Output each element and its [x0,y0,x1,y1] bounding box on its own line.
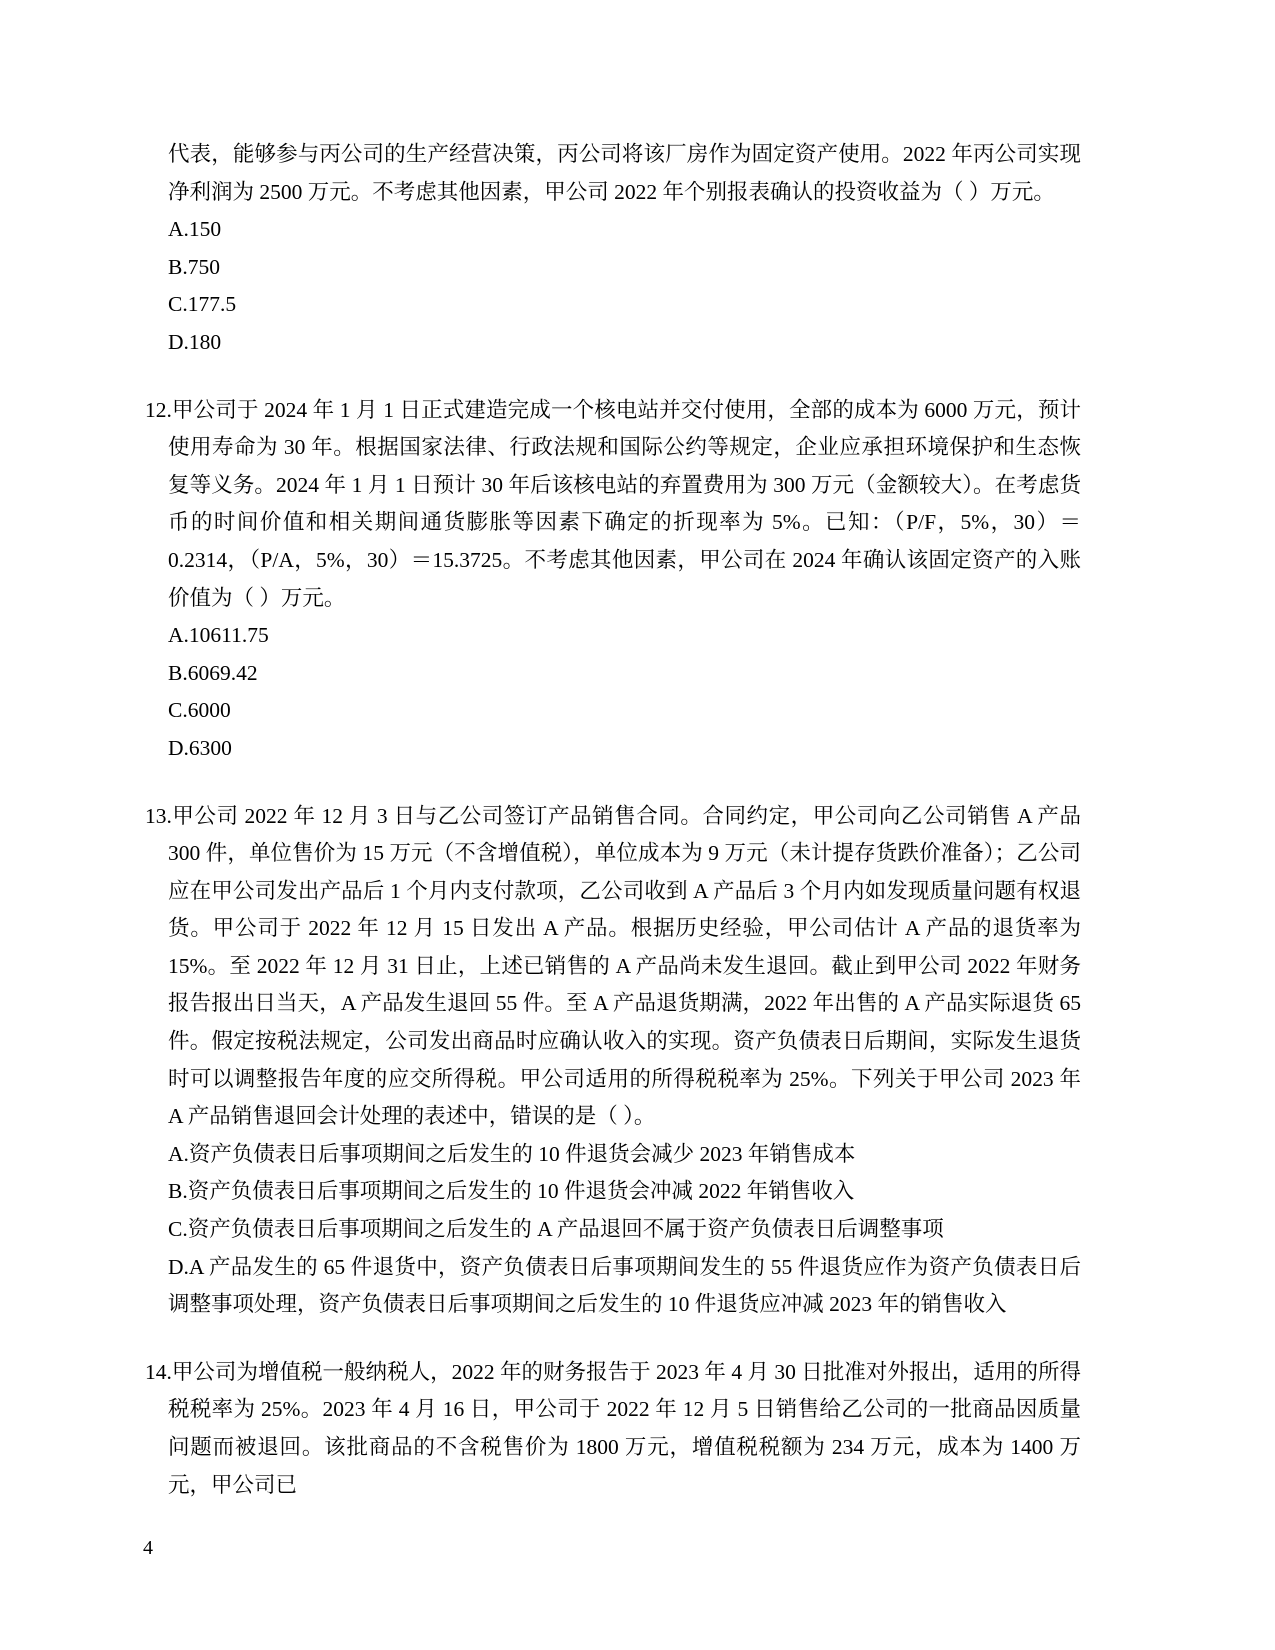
question-block-q14 [145,1354,1081,1504]
question-body: 12.甲公司于 2024 年 1 月 1 日正式建造完成一个核电站并交付使用，全部的成本为 6000 万元，预计使用寿命为 30 年。根据国家法律、行政法规和国际公约等规定，企业应承担环境保护和生态恢复等义务。2024 年 1 月 1 日预计 30 年后该核电站的弃置费用为 300 万元（金额较大）。在考虑货币的时间价值和相关期间通货膨胀等因素下确定的折现率为 5%。已知：（P/F，5%，30）＝0.2314，（P/A，5%，30）＝15.3725。不考虑其他因素，甲公司在 2024 年确认该固定资产的入账价值为（ ）万元。 [145,397,1081,610]
question-body: 13.甲公司 2022 年 12 月 3 日与乙公司签订产品销售合同。合同约定，甲公司向乙公司销售 A 产品 300 件，单位售价为 15 万元（不含增值税），单位成本为 9 万元（未计提存货跌价准备）；乙公司应在甲公司发出产品后 1 个月内支付款项，乙公司收到 A 产品后 3 个月内如发现质量问题有权退货。甲公司于 2022 年 12 月 15 日发出 A 产品。根据历史经验，甲公司估计 A 产品的退货率为 15%。至 2022 年 12 月 31 日止，上述已销售的 A 产品尚未发生退回。截止到甲公司 2022 年财务报告报出日当天，A 产品发生退回 55 件。至 A 产品退货期满，2022 年出售的 A 产品实际退货 65 件。假定按税法规定，公司发出商品时应确认收入的实现。资产负债表日后期间，实际发生退货时可以调整报告年度的应交所得税。甲公司适用的所得税税率为 25%。下列关于甲公司 2023 年 A 产品销售退回会计处理的表述中，错误的是（ ）。 [145,803,1081,1129]
option-a[interactable]: A.10611.75 [168,623,269,648]
option-a[interactable]: A.资产负债表日后事项期间之后发生的 10 件退货会减少 2023 年销售成本 [168,1141,856,1166]
option-b[interactable]: B.6069.42 [168,660,258,685]
option-c[interactable]: C.6000 [168,698,231,723]
question-body: 14.甲公司为增值税一般纳税人，2022 年的财务报告于 2023 年 4 月 30 日批准对外报出，适用的所得税税率为 25%。2023 年 4 月 16 日，甲公司于 2022 年 12 月 5 日销售给乙公司的一批商品因质量问题而被退回。该批商品的不含税售价为 1800 万元，增值税税额为 234 万元，成本为 1400 万元，甲公司已 [145,1359,1081,1497]
option-b[interactable]: B.资产负债表日后事项期间之后发生的 10 件退货会冲减 2022 年销售收入 [168,1179,855,1204]
option-d[interactable]: D.A 产品发生的 65 件退货中，资产负债表日后事项期间发生的 55 件退货应作为资产负债表日后调整事项处理，资产负债表日后事项期间之后发生的 10 件退货应冲减 2023 年的销售收入 [168,1254,1081,1317]
option-list [145,211,1081,361]
option-a[interactable]: A.150 [168,217,222,242]
option-list [145,1136,1081,1324]
page-number: 4 [143,1537,153,1559]
option-d[interactable]: D.6300 [168,735,232,760]
question-block-q12 [145,392,1081,768]
option-d[interactable]: D.180 [168,329,222,354]
question-body: 代表，能够参与丙公司的生产经营决策，丙公司将该厂房作为固定资产使用。2022 年丙公司实现净利润为 2500 万元。不考虑其他因素，甲公司 2022 年个别报表确认的投资收益为（ ）万元。 [168,142,1081,204]
page-content [145,136,1081,1504]
option-list [145,617,1081,767]
option-c[interactable]: C.177.5 [168,292,237,317]
question-block-q13 [145,798,1081,1324]
question-block-q11-continued [145,136,1081,362]
option-b[interactable]: B.750 [168,254,220,279]
option-c[interactable]: C.资产负债表日后事项期间之后发生的 A 产品退回不属于资产负债表日后调整事项 [168,1217,944,1242]
